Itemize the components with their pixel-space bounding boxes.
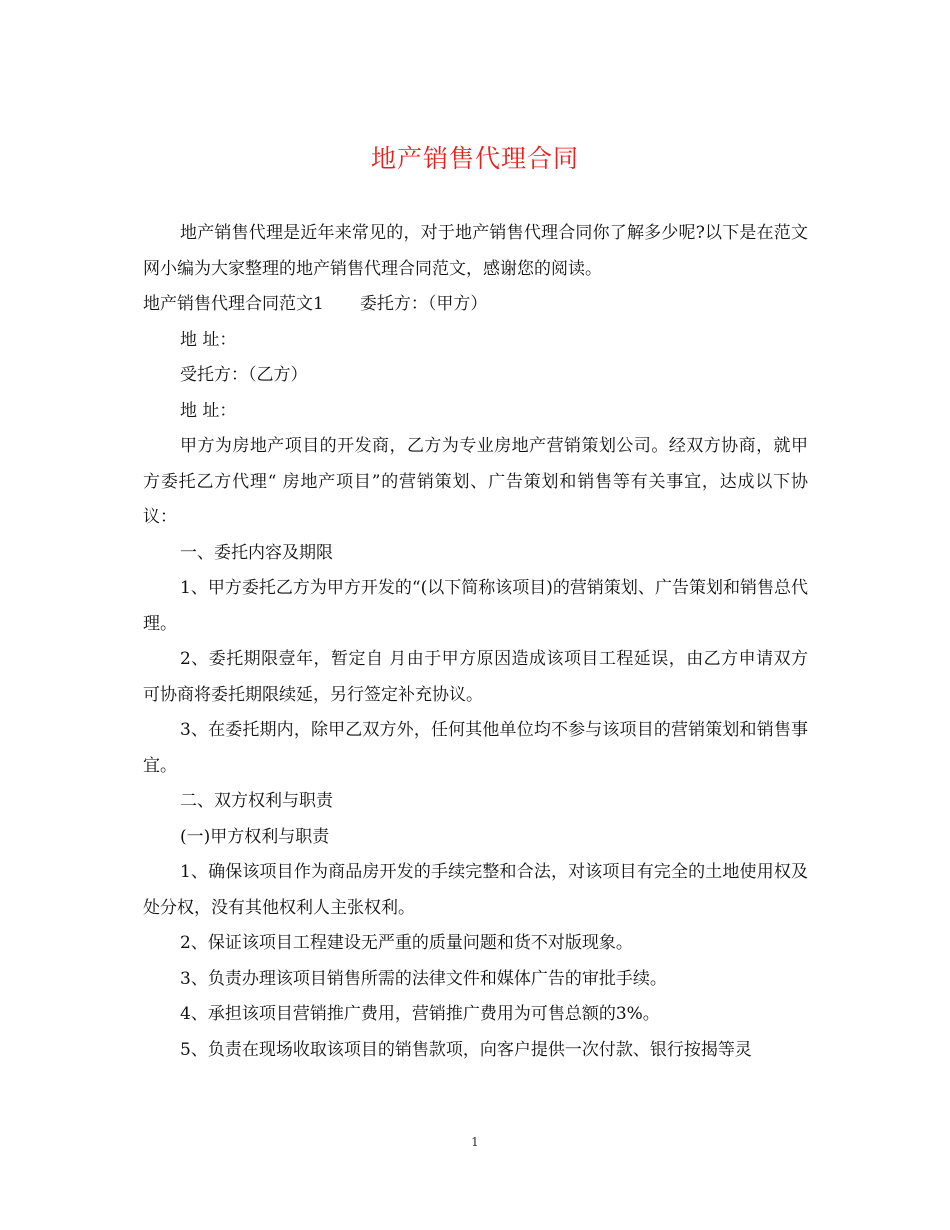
clause-paragraph: 4、承担该项目营销推广费用，营销推广费用为可售总额的3%。	[180, 1004, 660, 1024]
clause-paragraph: 3、在委托期内，除甲乙双方外，任何其他单位均不参与该项目的营销策划和销售事宜。	[143, 720, 808, 776]
clause-paragraph: 3、负责办理该项目销售所需的法律文件和媒体广告的审批手续。	[180, 968, 667, 989]
agent-label: 受托方：（乙方）	[180, 365, 308, 385]
page-number: 1	[471, 1135, 479, 1149]
intro-paragraph: 地产销售代理是近年来常见的，对于地产销售代理合同你了解多少呢?以下是在范文网小编为大家整理的地产销售代理合同范文，感谢您的阅读。	[143, 223, 808, 279]
subsection-heading: (一)甲方权利与职责	[180, 826, 330, 847]
preamble-paragraph: 甲方为房地产项目的开发商，乙方为专业房地产营销策划公司。经双方协商，就甲方委托乙方代理“ 房地产项目”的营销策划、广告策划和销售等有关事宜，达成以下协议：	[143, 436, 808, 527]
principal-label: 委托方：（甲方）	[359, 294, 488, 314]
principal-address: 地 址：	[180, 329, 237, 350]
sample-heading: 地产销售代理合同范文1	[143, 294, 324, 314]
agent-address: 地 址：	[180, 400, 237, 421]
clause-paragraph: 2、保证该项目工程建设无严重的质量问题和货不对版现象。	[180, 933, 633, 953]
clause-paragraph: 2、委托期限壹年，暂定自 月由于甲方原因造成该项目工程延误，由乙方申请双方可协商将委托期限续延，另行签定补充协议。	[143, 649, 808, 705]
clause-paragraph: 5、负责在现场收取该项目的销售款项，向客户提供一次付款、银行按揭等灵	[180, 1039, 752, 1060]
document-body	[143, 216, 808, 1068]
document-title: 地产销售代理合同	[370, 144, 579, 173]
sample-heading-line	[143, 287, 808, 323]
section-heading: 二、双方权利与职责	[180, 791, 333, 811]
section-heading: 一、委托内容及期限	[180, 542, 333, 563]
clause-paragraph: 1、甲方委托乙方为甲方开发的“(以下简称该项目)的营销策划、广告策划和销售总代理。	[143, 578, 808, 634]
clause-paragraph: 1、确保该项目作为商品房开发的手续完整和合法，对该项目有完全的土地使用权及处分权，没有其他权利人主张权利。	[143, 862, 808, 918]
